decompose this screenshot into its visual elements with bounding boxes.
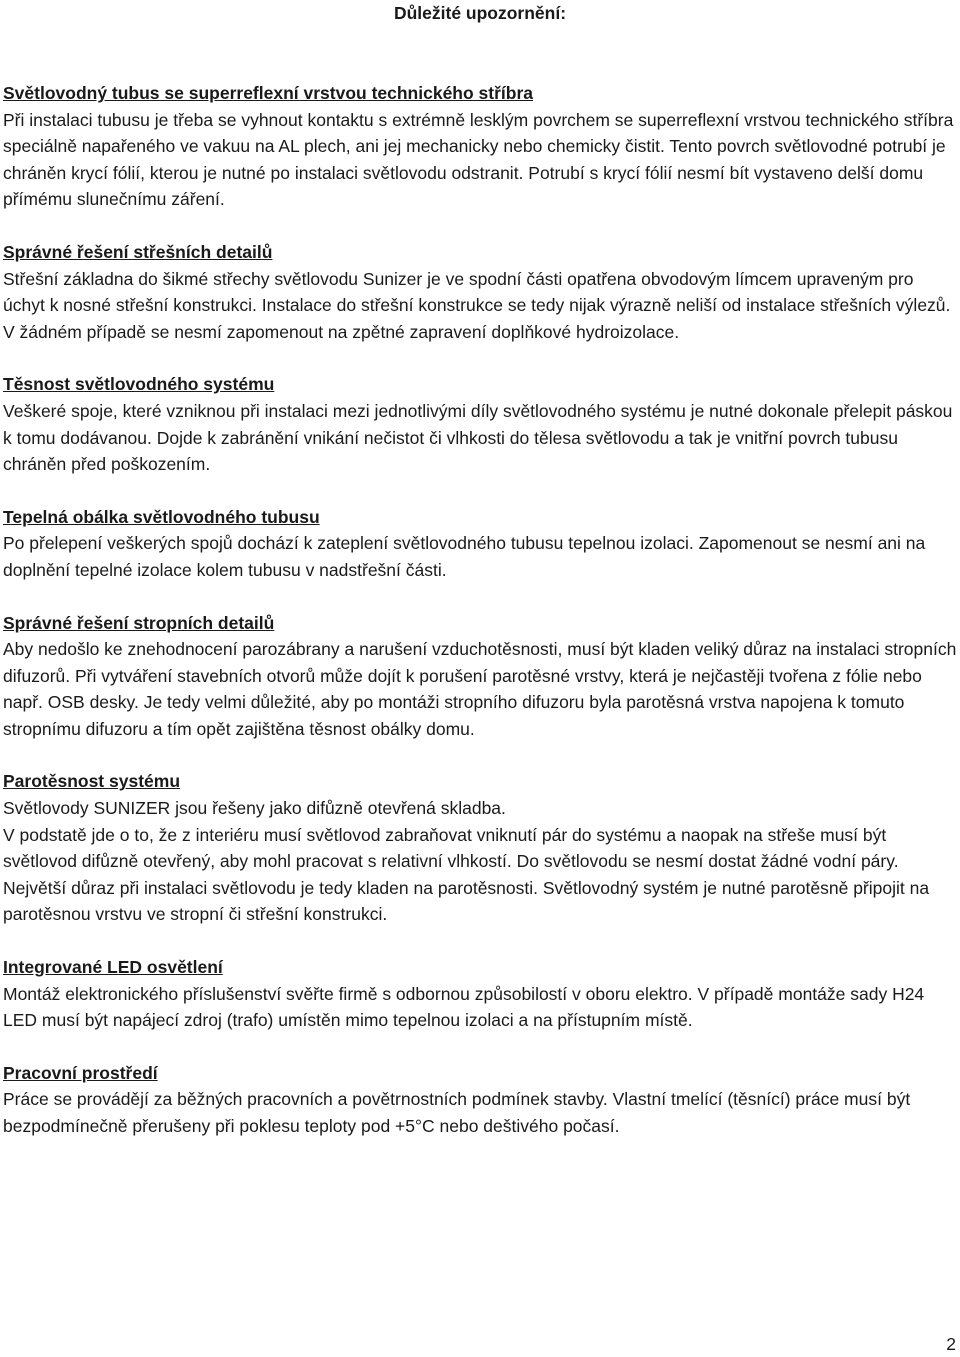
- section-roof-details: [3, 239, 957, 345]
- section-paragraph: Při instalaci tubusu je třeba se vyhnout kontaktu s extrémně lesklým povrchem se superreflexní vrstvou technického stříbra speciálně napařeného ve vakuu na AL plech, ani jej mechanicky nebo chemicky čistit. Tento povrch světlovodné potrubí je chráněn krycí fólií, kterou je nutné po instalaci světlovodu odstranit. Potrubí s krycí fólií nesmí bít vystaveno delší domu přímému slunečnímu záření.: [3, 109, 954, 210]
- section-light-tube: [3, 80, 957, 213]
- section-vapor-tightness: [3, 768, 957, 928]
- section-heading: Světlovodný tubus se superreflexní vrstvou technického stříbra: [3, 83, 534, 103]
- page-number: 2: [946, 1334, 956, 1354]
- section-paragraph: Aby nedošlo ke znehodnocení parozábrany a narušení vzduchotěsnosti, musí být kladen veliký důraz na instalaci stropních difuzorů. Při vytváření stavebních otvorů může dojít k porušení parotěsné vrstvy, která je nejčastěji tvořena z fólie nebo např. OSB desky. Je tedy velmi důležité, aby po montáži stropního difuzoru byla parotěsná vrstva napojena k tomuto stropnímu difuzoru a tím opět zajištěna těsnost obálky domu.: [3, 639, 957, 739]
- section-heading: Správné řešení stropních detailů: [3, 612, 275, 633]
- section-heading: Tepelná obálka světlovodného tubusu: [3, 506, 320, 527]
- section-heading: Integrované LED osvětlení: [3, 957, 223, 978]
- section-work-environment: [3, 1060, 957, 1140]
- section-paragraph: Po přelepení veškerých spojů dochází k zateplení světlovodného tubusu tepelnou izolaci. Zapomenout se nesmí ani na doplnění tepelné izolace kolem tubusu v nadstřešní části.: [3, 533, 926, 580]
- section-paragraph: Střešní základna do šikmé střechy světlovodu Sunizer je ve spodní části opatřena obvodovým límcem upraveným pro úchyt k nosné střešní konstrukci. Instalace do střešní konstrukce se tedy nijak výrazně neliší od instalace střešních výlezů. V žádném případě se nesmí zapomenout na zpětné zapravení doplňkové hydroizolace.: [3, 268, 951, 342]
- section-led-lighting: [3, 954, 957, 1034]
- section-ceiling-details: [3, 610, 957, 743]
- section-paragraph: V podstatě jde o to, že z interiéru musí světlovod zabraňovat vniknutí pár do systému a naopak na střeše musí být světlovod difůzně otevřený, aby mohl pracovat s relativní vlhkostí. Do světlovodu se nesmí dostat žádné vodní páry. Největší důraz při instalaci světlovodu je tedy kladen na parotěsnosti. Světlovodný systém je nutné parotěsně připojit na parotěsnou vrstvu ve stropní či střešní konstrukci.: [3, 824, 930, 925]
- section-heading: Parotěsnost systému: [3, 771, 181, 792]
- section-paragraph: Veškeré spoje, které vzniknou při instalaci mezi jednotlivými díly světlovodného systému je nutné dokonale přelepit páskou k tomu dodávanou. Dojde k zabránění vnikání nečistot či vlhkosti do tělesa světlovodu a tak je vnitřní povrch tubusu chráněn před poškozením.: [3, 400, 953, 475]
- section-tightness: [3, 371, 957, 477]
- section-thermal-envelope: [3, 504, 957, 584]
- document-body: [3, 80, 957, 1166]
- section-paragraph: Práce se provádějí za běžných pracovních a povětrnostních podmínek stavby. Vlastní tmelící (těsnící) práce musí být bezpodmínečně přerušeny při poklesu teploty pod +5°C nebo deštivého počasí.: [3, 1089, 911, 1136]
- section-heading: Správné řešení střešních detailů: [3, 241, 273, 262]
- section-heading: Pracovní prostředí: [3, 1062, 158, 1083]
- section-heading: Těsnost světlovodného systému: [3, 374, 275, 395]
- page-title: Důležité upozornění:: [393, 3, 567, 23]
- section-paragraph: Montáž elektronického příslušenství svěřte firmě s odbornou způsobilostí v oboru elektro. V případě montáže sady H24 LED musí být napájecí zdroj (trafo) umístěn mimo tepelnou izolaci a na přístupním místě.: [3, 983, 925, 1031]
- section-paragraph: Světlovody SUNIZER jsou řešeny jako difůzně otevřená skladba.: [3, 798, 506, 819]
